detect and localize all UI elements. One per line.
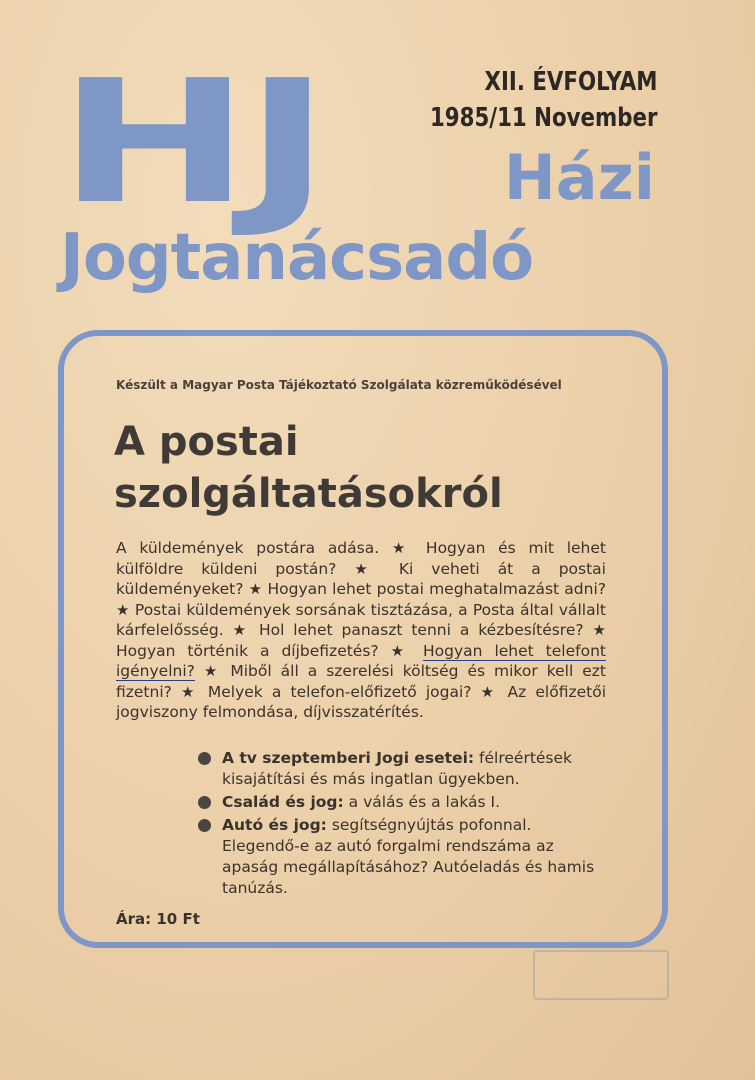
- star-icon: ★: [116, 600, 130, 619]
- case-label: A tv szeptemberi Jogi esetei:: [222, 749, 475, 767]
- star-icon: ★: [232, 621, 251, 639]
- topic: Hogyan történik a díjbefizetés?: [116, 641, 379, 660]
- star-icon: ★: [390, 641, 412, 660]
- star-icon: ★: [480, 682, 499, 701]
- star-icon: ★: [391, 539, 414, 557]
- topic-underlined: Hogyan lehet telefont igényelni?: [116, 641, 606, 680]
- issue-date: 1985/11 November: [429, 103, 657, 133]
- topic: Hogyan lehet postai meghatalmazást adni?: [267, 580, 607, 598]
- headline-line-2: szolgáltatásokról: [114, 471, 503, 517]
- bullet-icon: [198, 819, 211, 832]
- case-label: Autó és jog:: [222, 816, 327, 834]
- list-item: [196, 748, 606, 790]
- bullet-icon: [198, 752, 211, 765]
- volume-label: XII. ÉVFOLYAM: [484, 67, 657, 97]
- issue-info: [429, 64, 657, 136]
- topic: Hol lehet panaszt tenni a kézbesítésre?: [258, 621, 584, 639]
- topic: Hogyan és mit lehet külföldre küldeni postán?: [116, 539, 606, 578]
- list-item: [196, 792, 606, 813]
- hj-logo: HJ: [58, 44, 325, 242]
- star-icon: ★: [248, 580, 263, 598]
- price-label: Ára: 10 Ft: [116, 910, 200, 928]
- list-item: [196, 815, 606, 899]
- star-icon: ★: [203, 662, 222, 680]
- topic: Az előfizetői jogviszony felmondása, díjvisszatérítés.: [116, 682, 606, 721]
- star-icon: ★: [354, 559, 381, 578]
- article-headline: [114, 416, 503, 520]
- topic: A küldemények postára adása.: [116, 539, 380, 557]
- cases-list: [196, 748, 606, 901]
- bullet-icon: [198, 796, 211, 809]
- star-icon: ★: [181, 682, 199, 701]
- case-text: a válás és a lakás I.: [348, 793, 501, 811]
- topic: Melyek a telefon-előfizető jogai?: [207, 682, 472, 701]
- credit-line: Készült a Magyar Posta Tájékoztató Szolgálata közreműködésével: [116, 378, 562, 392]
- topic: Miből áll a szerelési költség és mikor kell ezt fizetni?: [116, 662, 606, 701]
- title-jogtanacsado: Jogtanácsadó: [60, 221, 534, 295]
- faded-stamp: [533, 950, 669, 1000]
- topic: Ki veheti át a postai küldeményeket?: [116, 559, 606, 598]
- case-text: segítségnyújtás pofonnal. Elegendő-e az autó forgalmi rendszáma az apaság megállapításához? Autóeladás és hamis tanúzás.: [222, 816, 595, 897]
- topics-summary: [116, 538, 606, 723]
- topic: Postai küldemények sorsának tisztázása, a Posta által vállalt kárfelelősség.: [116, 600, 606, 639]
- star-icon: ★: [592, 621, 606, 639]
- headline-line-1: A postai: [114, 419, 299, 465]
- case-label: Család és jog:: [222, 793, 344, 811]
- case-text: félreértések kisajátítási és más ingatlan ügyekben.: [222, 749, 573, 788]
- title-hazi: Házi: [503, 141, 655, 214]
